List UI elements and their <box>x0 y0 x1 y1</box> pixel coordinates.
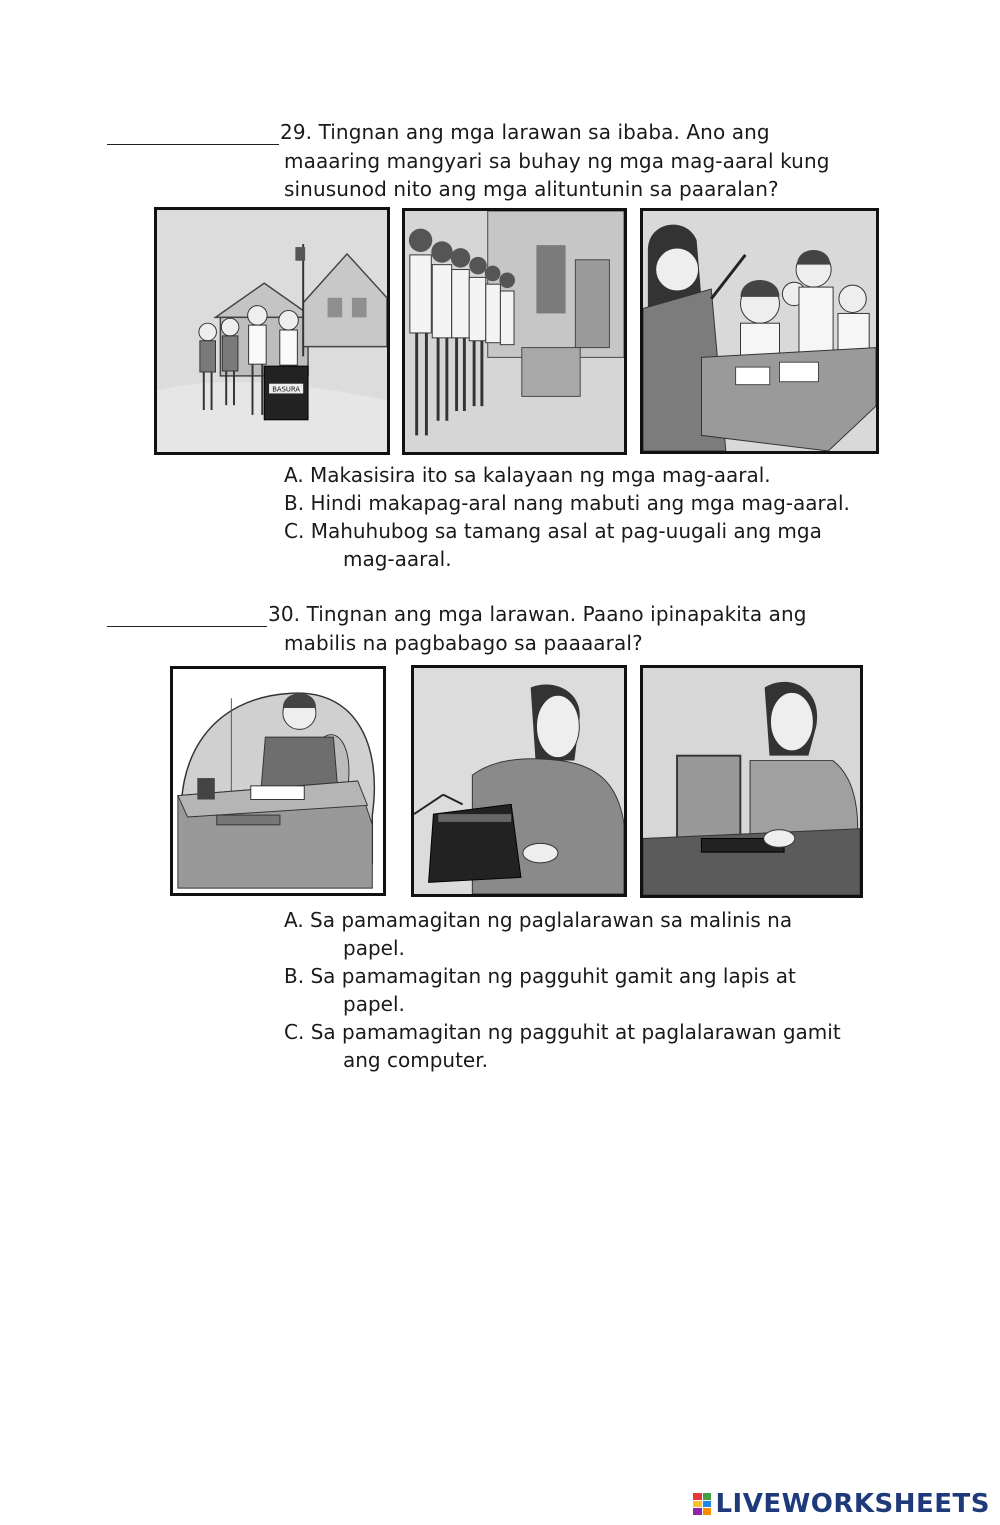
picture-person-using-computer <box>640 665 863 898</box>
answer-blank-30[interactable] <box>107 626 267 627</box>
picture-person-writing-at-desk <box>170 666 386 896</box>
picture-children-trash-bin <box>154 207 390 455</box>
answer-blank-29[interactable] <box>107 144 279 145</box>
choice-29-b[interactable]: B. Hindi makapag-aral nang mabuti ang mga mag-aaral. <box>284 491 850 515</box>
picture-person-using-typewriter <box>411 665 627 897</box>
choice-30-b[interactable]: B. Sa pamamagitan ng pagguhit gamit ang lapis at papel. <box>284 964 796 1016</box>
question-29-choices <box>284 461 850 573</box>
choice-29-c[interactable]: C. Mahuhubog sa tamang asal at pag-uugali ang mga mag-aaral. <box>284 519 822 571</box>
liveworksheets-mark-icon <box>693 1493 711 1515</box>
question-30-prompt: 30. Tingnan ang mga larawan. Paano ipinapakita ang mabilis na pagbabago sa paaaaral? <box>268 602 807 655</box>
svg-text:BASURA: BASURA <box>272 385 301 394</box>
picture-students-in-line <box>402 208 627 455</box>
choice-29-a[interactable]: A. Makasisira ito sa kalayaan ng mga mag-aaral. <box>284 463 771 487</box>
question-29-prompt: 29. Tingnan ang mga larawan sa ibaba. Ano ang maaaring mangyari sa buhay ng mga mag-aaral kung sinusunod nito ang mga alituntunin sa paaralan? <box>280 120 830 201</box>
question-29-number: 29. <box>280 120 313 144</box>
liveworksheets-wordmark: LIVEWORKSHEETS <box>715 1489 990 1519</box>
choice-30-c[interactable]: C. Sa pamamagitan ng pagguhit at paglalarawan gamit ang computer. <box>284 1020 841 1072</box>
picture-teacher-and-students <box>640 208 879 454</box>
liveworksheets-logo[interactable] <box>693 1489 990 1519</box>
question-30-number: 30. <box>268 602 301 626</box>
question-30-choices <box>284 906 841 1074</box>
choice-30-a[interactable]: A. Sa pamamagitan ng paglalarawan sa malinis na papel. <box>284 908 793 960</box>
